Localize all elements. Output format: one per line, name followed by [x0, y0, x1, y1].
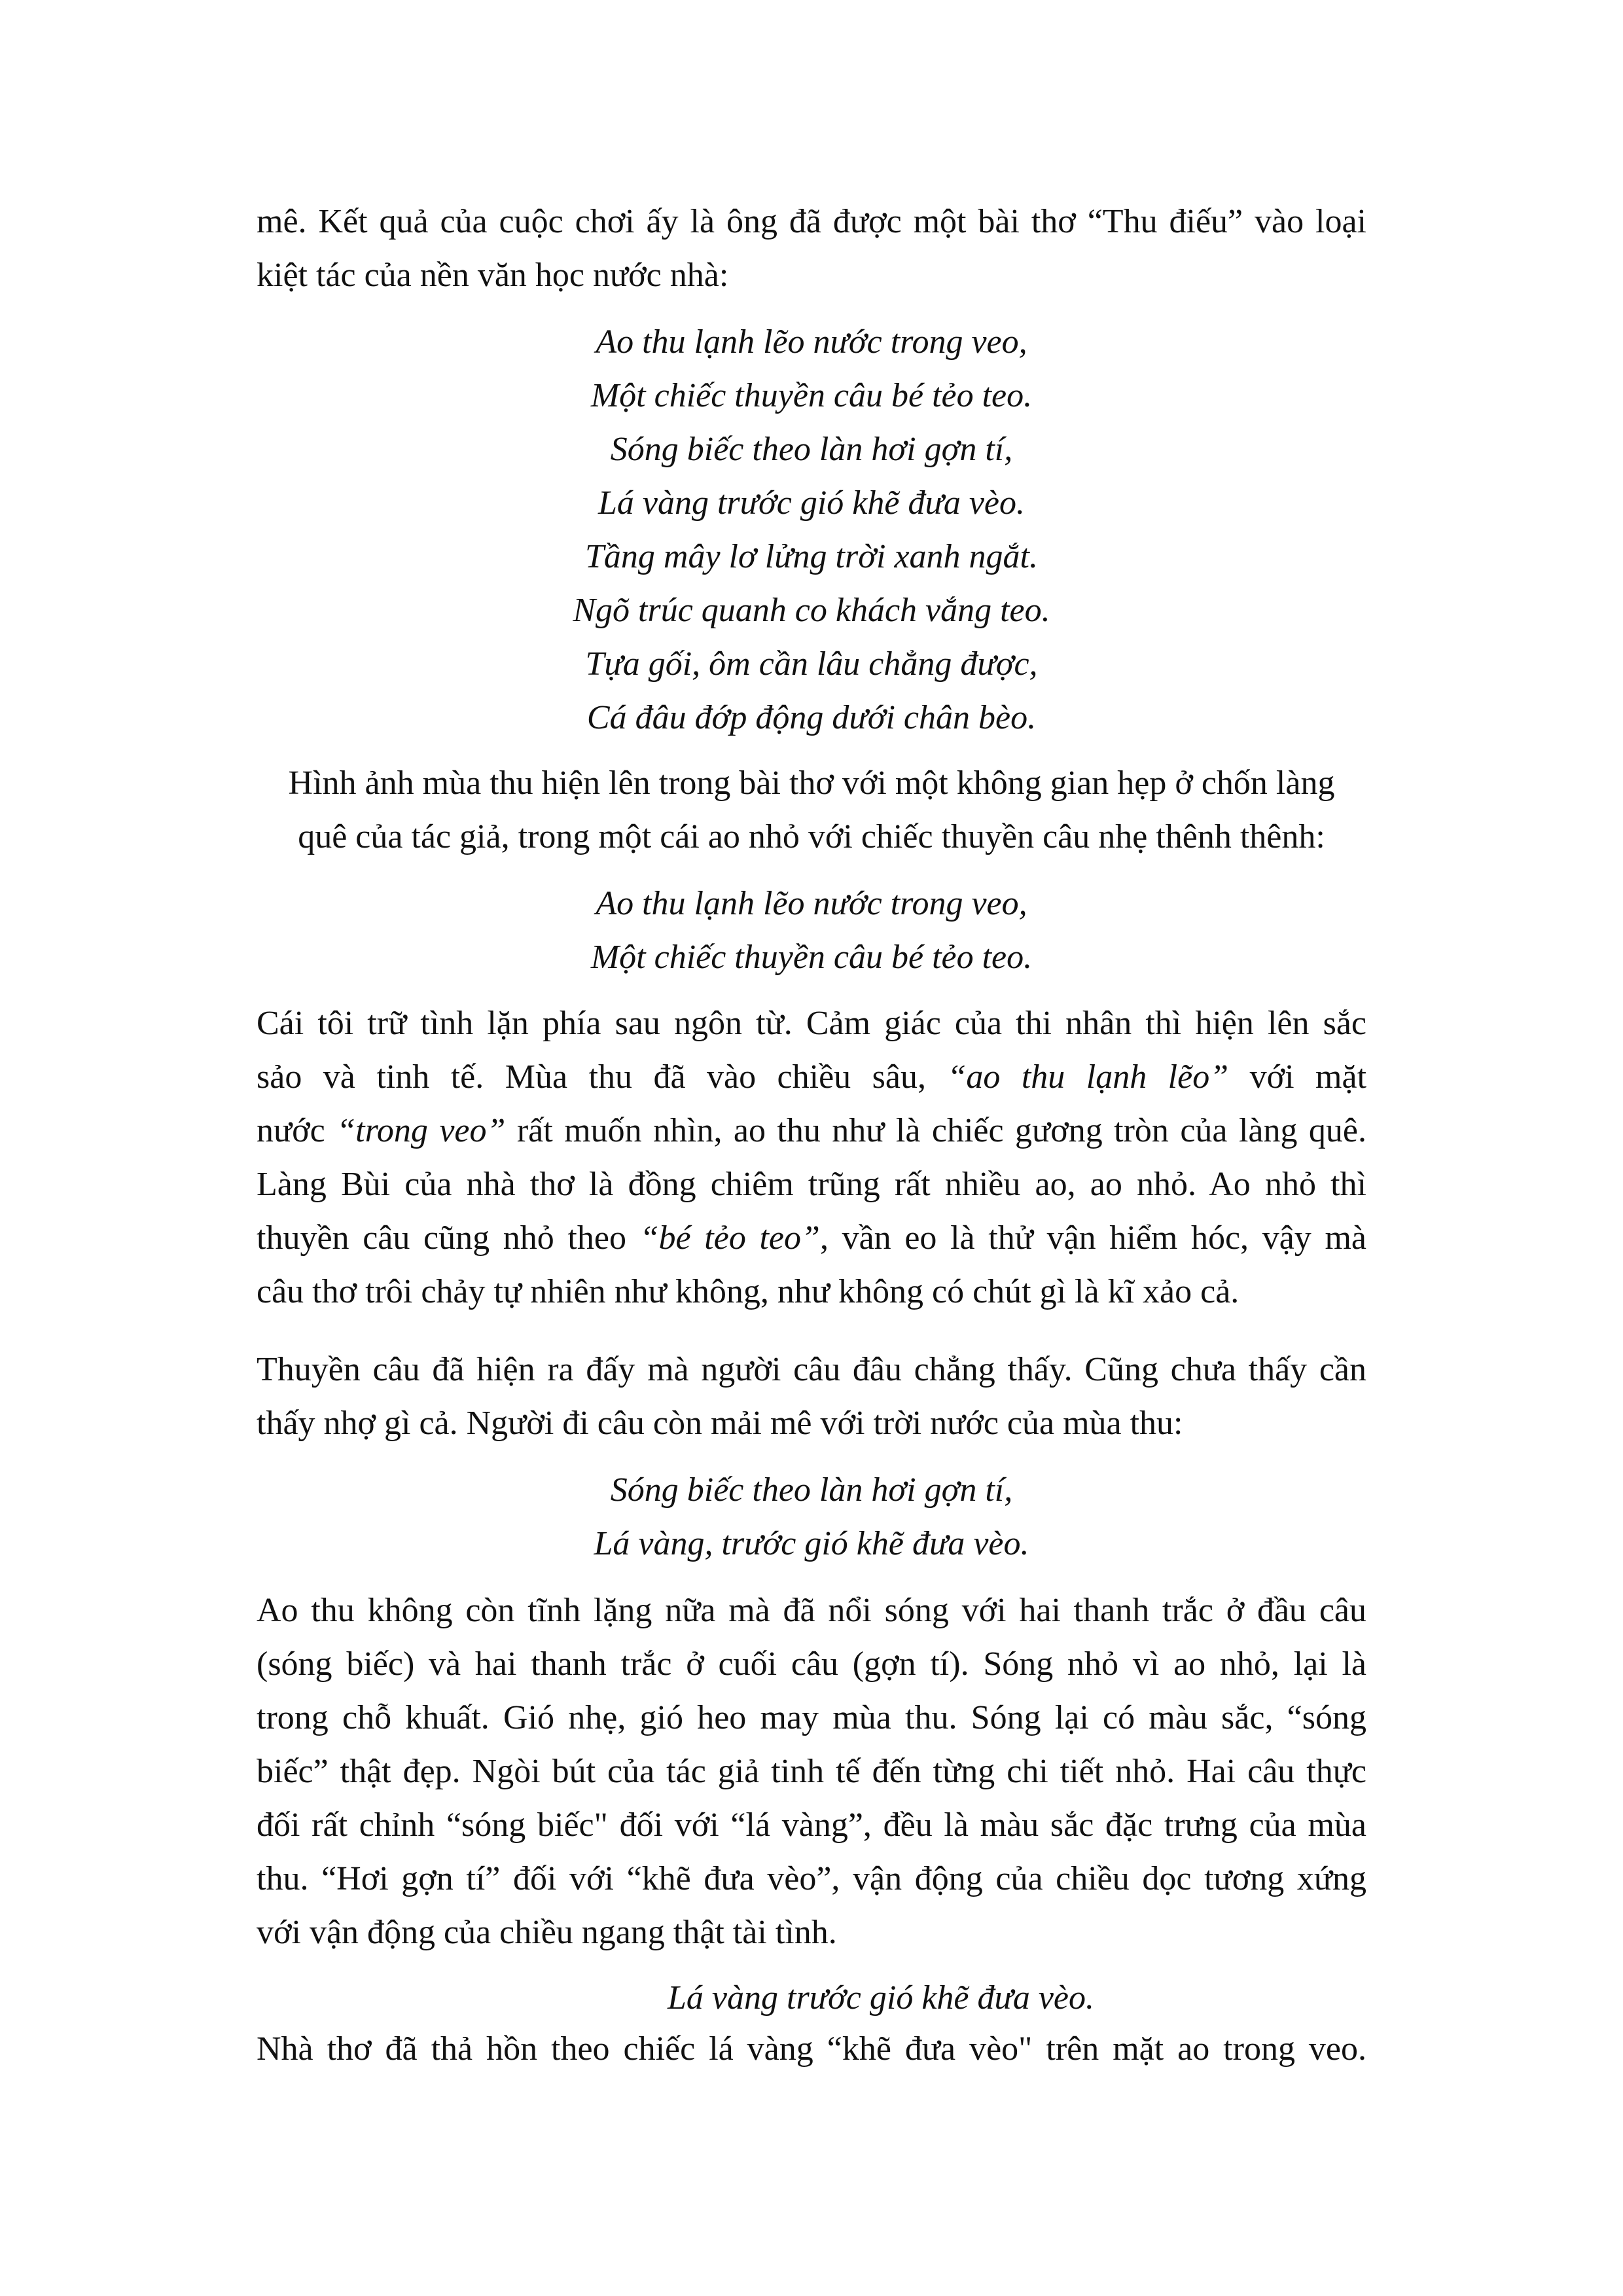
poem-line: Tầng mây lơ lửng trời xanh ngắt.: [585, 538, 1038, 575]
text-line: (sóng biếc) và hai thanh trắc ở cuối câu (gợn tí). Sóng nhỏ vì ao nhỏ, lại là: [257, 1645, 1366, 1683]
paragraph-closing: [257, 2022, 1366, 2076]
poem-line: Một chiếc thuyền câu bé tẻo teo.: [590, 939, 1033, 976]
quote-italic: “bé tẻo teo”: [639, 1219, 820, 1257]
poem-line: Sóng biếc theo làn hơi gợn tí,: [610, 431, 1013, 468]
quote-italic: “ao thu lạnh lẽo”: [947, 1058, 1229, 1096]
poem-excerpt-3: [668, 1971, 1094, 2025]
text-segment: , vần eo là thử vận hiểm hóc, vậy mà: [819, 1219, 1366, 1257]
poem-full: [0, 315, 1623, 745]
text-line: quê của tác giả, trong một cái ao nhỏ với chiếc thuyền câu nhẹ thênh thênh:: [298, 818, 1325, 855]
poem-line: Sóng biếc theo làn hơi gợn tí,: [610, 1471, 1013, 1509]
poem-line: Tựa gối, ôm cần lâu chẳng được,: [585, 645, 1038, 683]
text-line: kiệt tác của nền văn học nước nhà:: [257, 257, 729, 294]
text-line: Ao thu không còn tĩnh lặng nữa mà đã nổi sóng với hai thanh trắc ở đầu câu: [257, 1592, 1366, 1629]
poem-line: Lá vàng, trước gió khẽ đưa vèo.: [594, 1525, 1029, 1562]
text-line: [257, 1050, 1366, 1104]
poem-excerpt-2: [0, 1463, 1623, 1571]
text-line: biếc” thật đẹp. Ngòi bút của tác giả tinh tế đến từng chi tiết nhỏ. Hai câu thực: [257, 1753, 1366, 1790]
quote-italic: “trong veo”: [336, 1112, 506, 1149]
text-line: câu thơ trôi chảy tự nhiên như không, như không có chút gì là kĩ xảo cả.: [257, 1273, 1240, 1310]
poem-line: Lá vàng trước gió khẽ đưa vèo.: [668, 1979, 1095, 2017]
text-line: [257, 1104, 1366, 1158]
text-line: với vận động của chiều ngang thật tài tình.: [257, 1914, 837, 1951]
paragraph-analysis-1: [257, 997, 1366, 1319]
paragraph-intro: [257, 195, 1366, 302]
text-line: Hình ảnh mùa thu hiện lên trong bài thơ với một không gian hẹp ở chốn làng: [288, 764, 1335, 802]
text-line: thấy nhợ gì cả. Người đi câu còn mải mê với trời nước của mùa thu:: [257, 1405, 1183, 1442]
text-line: đối rất chỉnh “sóng biếc" đối với “lá vàng”, đều là màu sắc đặc trưng của mùa: [257, 1806, 1366, 1844]
text-line: thu. “Hơi gợn tí” đối với “khẽ đưa vèo”, vận động của chiều dọc tương xứng: [257, 1860, 1366, 1897]
paragraph-space: [0, 757, 1623, 864]
text-segment: sảo và tinh tế. Mùa thu đã vào chiều sâu,: [257, 1058, 948, 1096]
text-line: trong chỗ khuất. Gió nhẹ, gió heo may mùa thu. Sóng lại có màu sắc, “sóng: [257, 1699, 1366, 1736]
text-line: Làng Bùi của nhà thơ là đồng chiêm trũng rất nhiều ao, ao nhỏ. Ao nhỏ thì: [257, 1166, 1366, 1203]
text-segment: với mặt: [1228, 1058, 1367, 1096]
text-line: Cái tôi trữ tình lặn phía sau ngôn từ. Cảm giác của thi nhân thì hiện lên sắc: [257, 1005, 1366, 1042]
paragraph-analysis-2: [257, 1584, 1366, 1960]
text-segment: rất muốn nhìn, ao thu như là chiếc gương tròn của làng quê.: [505, 1112, 1366, 1149]
poem-line: Một chiếc thuyền câu bé tẻo teo.: [590, 377, 1033, 414]
poem-line: Ao thu lạnh lẽo nước trong veo,: [596, 323, 1027, 361]
paragraph-boat: [257, 1343, 1366, 1450]
poem-line: Cá đâu đớp động dưới chân bèo.: [586, 699, 1037, 736]
text-line: mê. Kết quả của cuộc chơi ấy là ông đã được một bài thơ “Thu điếu” vào loại: [257, 203, 1366, 240]
text-line: [257, 1211, 1366, 1265]
text-segment: nước: [257, 1112, 337, 1149]
poem-excerpt-1: [0, 877, 1623, 984]
poem-line: Lá vàng trước gió khẽ đưa vèo.: [597, 484, 1025, 522]
text-segment: thuyền câu cũng nhỏ theo: [257, 1219, 640, 1257]
poem-line: Ngõ trúc quanh co khách vắng teo.: [573, 592, 1050, 629]
text-line: Nhà thơ đã thả hồn theo chiếc lá vàng “khẽ đưa vèo" trên mặt ao trong veo.: [257, 2030, 1366, 2068]
text-line: Thuyền câu đã hiện ra đấy mà người câu đâu chẳng thấy. Cũng chưa thấy cần: [257, 1351, 1366, 1388]
poem-line: Ao thu lạnh lẽo nước trong veo,: [596, 885, 1027, 922]
